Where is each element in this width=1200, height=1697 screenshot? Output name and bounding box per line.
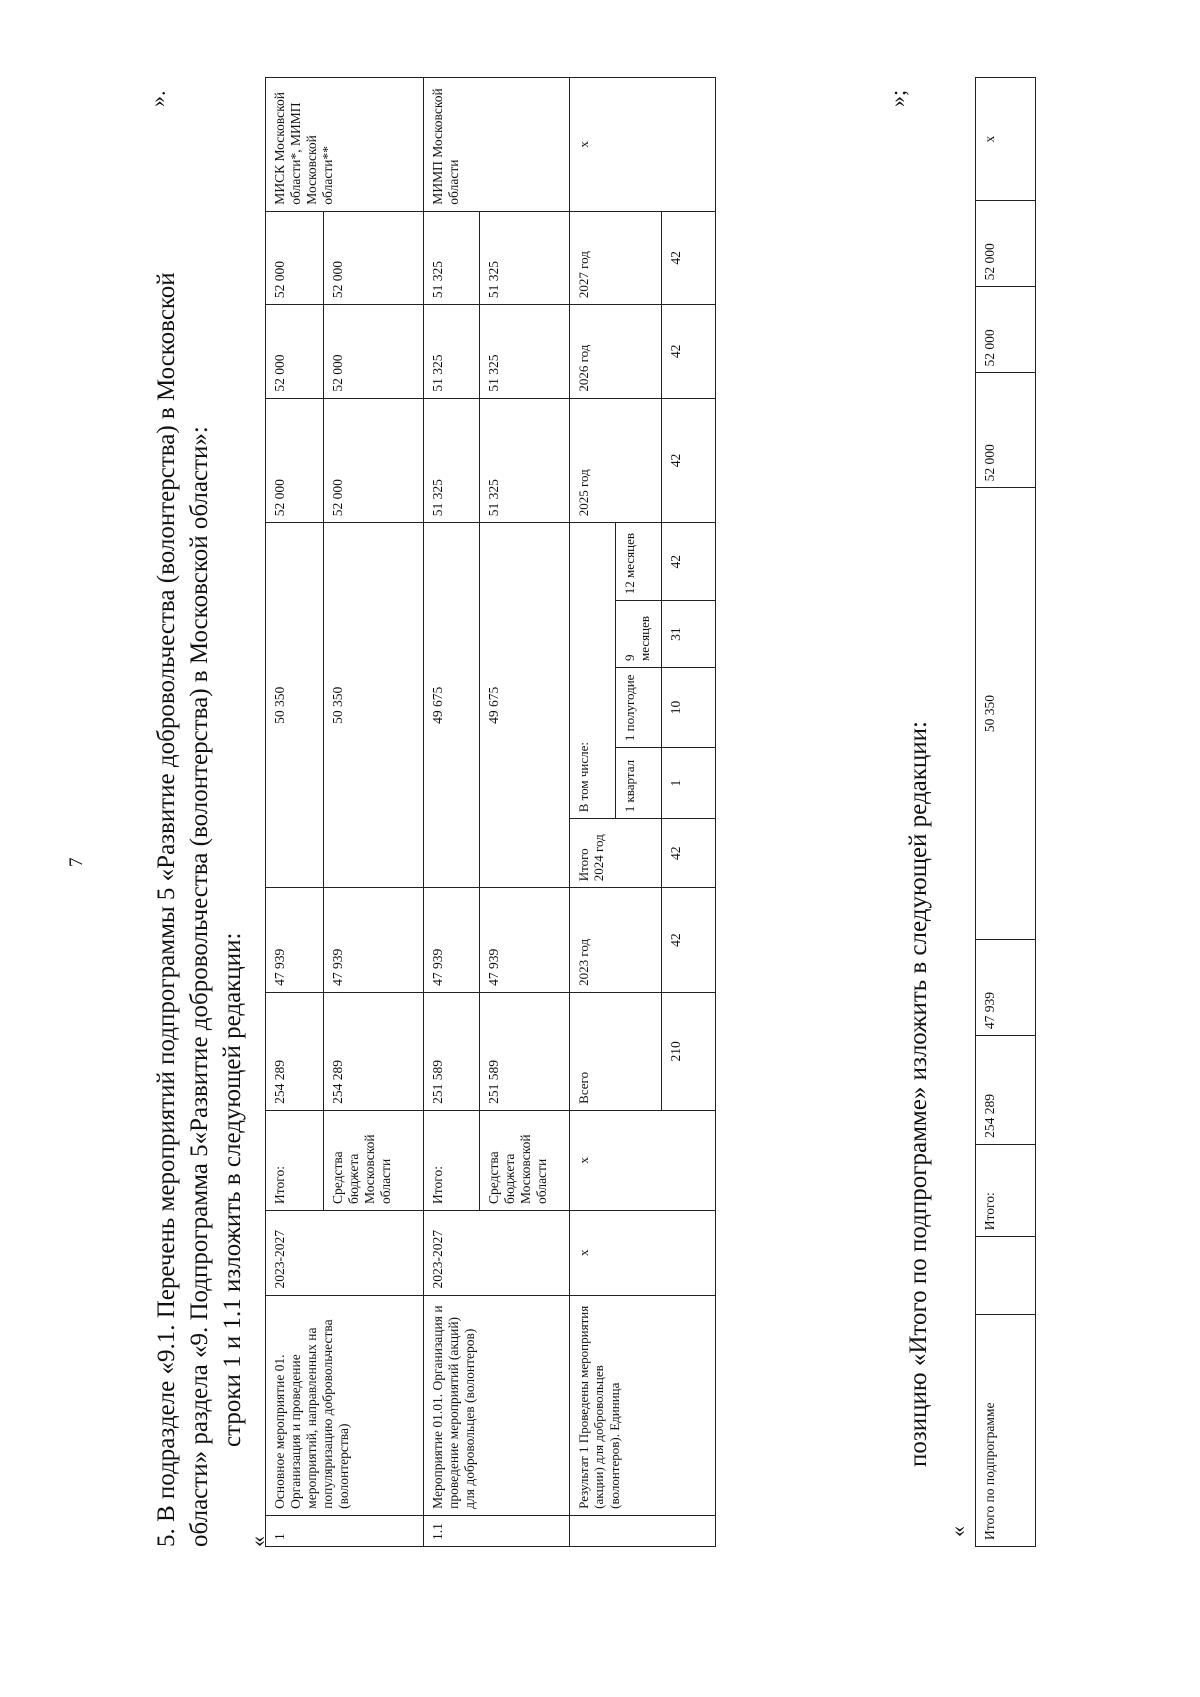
activities-table [265,77,716,1547]
header-12m: 12 месяцев [616,523,662,601]
header-2027: 2027 год [570,211,662,304]
row-name: Мероприятие 01.01. Организация и проведение мероприятий (акций) для добровольцев (волонтеров) [424,1295,570,1515]
summary-2025: 52 000 [976,373,1036,488]
summary-name: Итого по подпрограмме [976,1315,1036,1547]
result-period-x: x [570,1210,716,1295]
total-2026: 51 325 [424,305,480,398]
source-2026: 52 000 [324,305,424,398]
header-2026: 2026 год [570,305,662,398]
source-2027: 52 000 [324,211,424,304]
total-label: Итого: [424,1110,480,1210]
result-num [570,1515,716,1546]
header-2023: 2023 год [570,888,662,993]
value-9m: 31 [662,601,716,668]
source-2024: 49 675 [480,523,570,888]
value-2025: 42 [662,398,716,523]
header-q1: 1 квартал [616,748,662,819]
source-label: Средства бюджета Московской области [480,1110,570,1210]
value-2024: 42 [662,819,716,888]
table-row [976,78,1036,1547]
table-row [424,78,480,1547]
source-2023: 47 939 [480,888,570,993]
intro-paragraph [150,127,249,1547]
total-2023: 47 939 [266,888,324,993]
value-2023: 42 [662,888,716,993]
source-2024: 50 350 [324,523,424,888]
source-2025: 52 000 [324,398,424,523]
header-including: В том числе: [570,523,616,819]
open-quote-2: « [945,1526,970,1537]
intro-line-2: области» раздела «9. Подпрограмма 5«Развитие добровольчества (волонтерства) в Московской области»: [186,426,213,1547]
total-2026: 52 000 [266,305,324,398]
summary-empty [976,1237,1036,1315]
header-2025: 2025 год [570,398,662,523]
total-2025: 51 325 [424,398,480,523]
summary-2023: 47 939 [976,939,1036,1035]
header-total: Всего [570,992,662,1110]
source-all: 254 289 [324,992,424,1110]
table-row [570,78,616,1547]
source-2025: 51 325 [480,398,570,523]
summary-table [975,77,1036,1547]
result-name: Результат 1 Проведены мероприятия (акции) для добровольцев (волонтеров). Единица [570,1295,716,1515]
row-num: 1.1 [424,1515,570,1546]
summary-2027: 52 000 [976,201,1036,287]
responsible: МИМП Московской области [424,78,570,212]
page-number: 7 [66,857,87,867]
intro-line-3: строки 1 и 1.1 изложить в следующей редакции: [219,932,246,1447]
table-row [266,78,324,1547]
row-period: 2023-2027 [424,1210,570,1295]
close-quote-1: ». [145,90,170,107]
source-label: Средства бюджета Московской области [324,1110,424,1210]
total-2023: 47 939 [424,888,480,993]
value-total: 210 [662,992,716,1110]
total-all: 251 589 [424,992,480,1110]
total-all: 254 289 [266,992,324,1110]
total-2024: 50 350 [266,523,324,888]
total-2027: 51 325 [424,211,480,304]
total-2024: 49 675 [424,523,480,888]
total-label: Итого: [266,1110,324,1210]
close-quote-2: »; [885,89,910,107]
total-2027: 52 000 [266,211,324,304]
source-2027: 51 325 [480,211,570,304]
open-quote-1: « [245,1536,270,1547]
summary-2024: 50 350 [976,488,1036,939]
summary-x: x [976,78,1036,201]
value-2026: 42 [662,305,716,398]
source-all: 251 589 [480,992,570,1110]
summary-2026: 52 000 [976,287,1036,373]
header-h1: 1 полугодие [616,667,662,747]
value-12m: 42 [662,523,716,601]
summary-total: 254 289 [976,1036,1036,1145]
row-num: 1 [266,1515,424,1546]
second-instruction: позицию «Итого по подпрограмме» изложить в следующей редакции: [905,721,932,1467]
header-2024: Итого 2024 год [570,819,662,888]
value-2027: 42 [662,211,716,304]
source-2023: 47 939 [324,888,424,993]
total-2025: 52 000 [266,398,324,523]
responsible: МИСК Московской области*, МИМП Московской области** [266,78,424,212]
result-source-x: x [570,1110,716,1210]
source-2026: 51 325 [480,305,570,398]
row-period: 2023-2027 [266,1210,424,1295]
intro-line-1: 5. В подразделе «9.1. Перечень мероприятий подпрограммы 5 «Развитие добровольчества (волонтерства) в Московской [153,272,180,1547]
result-responsible-x: x [570,78,716,212]
value-q1: 1 [662,748,716,819]
row-name: Основное мероприятие 01. Организация и проведение мероприятий, направленных на популяризацию добровольчества (волонтерства) [266,1295,424,1515]
header-9m: 9 месяцев [616,601,662,668]
value-h1: 10 [662,667,716,747]
summary-label: Итого: [976,1144,1036,1236]
